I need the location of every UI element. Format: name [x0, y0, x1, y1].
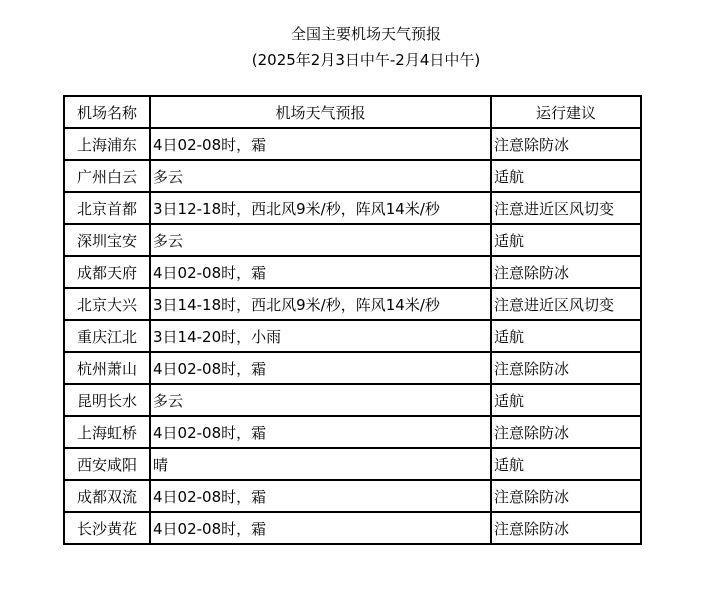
table-row — [64, 192, 641, 224]
airport-name-cell: 西安咸阳 — [64, 448, 150, 480]
header-airport-name: 机场名称 — [64, 96, 150, 128]
advice-cell: 适航 — [491, 384, 641, 416]
table-row — [64, 288, 641, 320]
table-row — [64, 416, 641, 448]
airport-name-cell: 上海虹桥 — [64, 416, 150, 448]
header-forecast: 机场天气预报 — [150, 96, 491, 128]
advice-cell: 适航 — [491, 448, 641, 480]
page-title: 全国主要机场天气预报 — [290, 25, 441, 43]
airport-name-cell: 上海浦东 — [64, 128, 150, 160]
forecast-cell: 4日02-08时，霜 — [150, 416, 491, 448]
advice-cell: 注意除防冰 — [491, 416, 641, 448]
advice-cell: 注意进近区风切变 — [491, 288, 641, 320]
airport-name-cell: 成都双流 — [64, 480, 150, 512]
table-header-row — [64, 96, 641, 128]
table-row — [64, 448, 641, 480]
forecast-cell: 多云 — [150, 384, 491, 416]
airport-name-cell: 成都天府 — [64, 256, 150, 288]
airport-name-cell: 北京大兴 — [64, 288, 150, 320]
header-advice: 运行建议 — [491, 96, 641, 128]
forecast-table — [63, 95, 642, 545]
forecast-cell: 3日12-18时，西北风9米/秒，阵风14米/秒 — [150, 192, 491, 224]
forecast-cell: 多云 — [150, 224, 491, 256]
airport-name-cell: 重庆江北 — [64, 320, 150, 352]
table-row — [64, 160, 641, 192]
forecast-cell: 4日02-08时，霜 — [150, 128, 491, 160]
advice-cell: 适航 — [491, 320, 641, 352]
advice-cell: 注意除防冰 — [491, 480, 641, 512]
table-row — [64, 256, 641, 288]
table-row — [64, 512, 641, 544]
forecast-cell: 4日02-08时，霜 — [150, 352, 491, 384]
airport-name-cell: 深圳宝安 — [64, 224, 150, 256]
airport-name-cell: 杭州萧山 — [64, 352, 150, 384]
advice-cell: 适航 — [491, 224, 641, 256]
table-row — [64, 384, 641, 416]
airport-name-cell: 北京首都 — [64, 192, 150, 224]
table-row — [64, 128, 641, 160]
forecast-cell: 3日14-20时，小雨 — [150, 320, 491, 352]
forecast-cell: 晴 — [150, 448, 491, 480]
table-row — [64, 352, 641, 384]
forecast-cell: 4日02-08时，霜 — [150, 512, 491, 544]
advice-cell: 注意除防冰 — [491, 512, 641, 544]
forecast-cell: 4日02-08时，霜 — [150, 256, 491, 288]
table-row — [64, 320, 641, 352]
airport-name-cell: 广州白云 — [64, 160, 150, 192]
advice-cell: 注意除防冰 — [491, 352, 641, 384]
table-row — [64, 480, 641, 512]
advice-cell: 注意进近区风切变 — [491, 192, 641, 224]
airport-name-cell: 长沙黄花 — [64, 512, 150, 544]
advice-cell: 适航 — [491, 160, 641, 192]
table-row — [64, 224, 641, 256]
forecast-cell: 4日02-08时，霜 — [150, 480, 491, 512]
forecast-cell: 多云 — [150, 160, 491, 192]
forecast-cell: 3日14-18时，西北风9米/秒，阵风14米/秒 — [150, 288, 491, 320]
airport-name-cell: 昆明长水 — [64, 384, 150, 416]
advice-cell: 注意除防冰 — [491, 128, 641, 160]
page-subtitle: (2025年2月3日中午-2月4日中午) — [251, 51, 481, 69]
advice-cell: 注意除防冰 — [491, 256, 641, 288]
